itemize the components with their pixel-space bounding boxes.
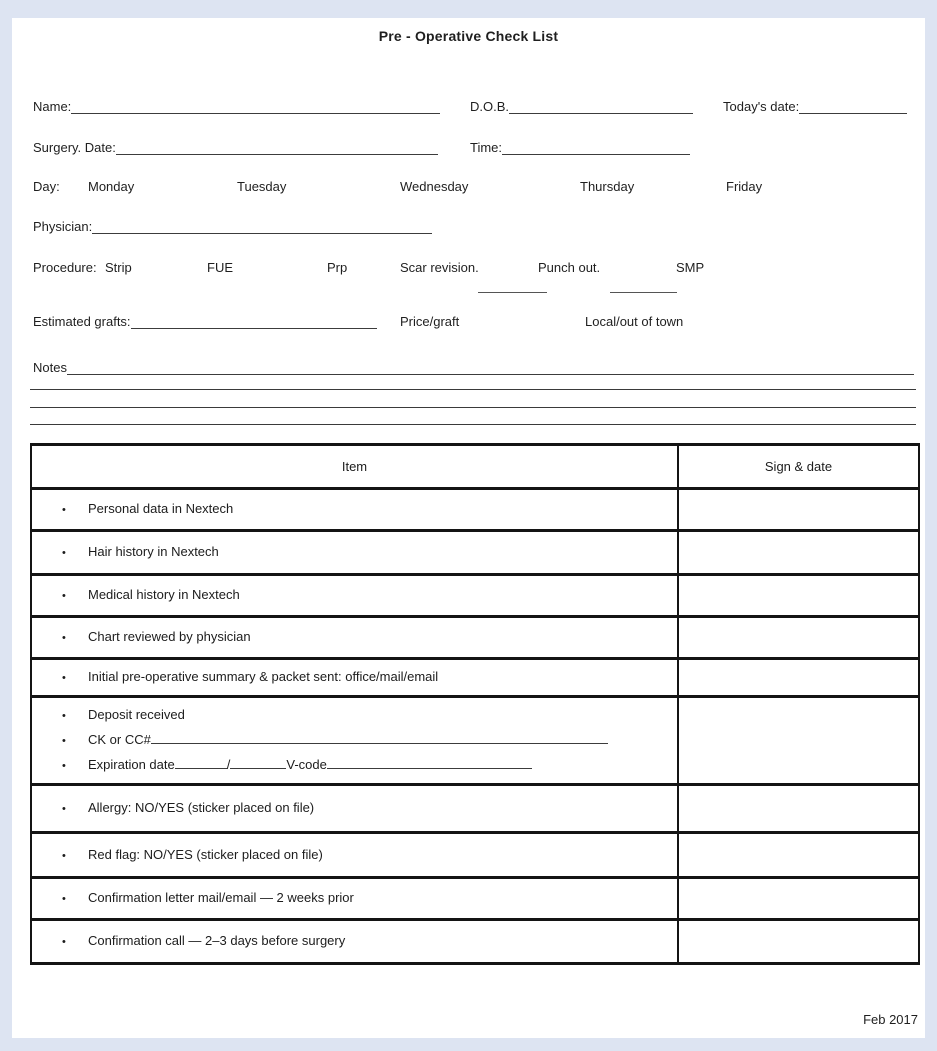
table-row: [31, 833, 919, 878]
item-cell: [31, 920, 678, 964]
name-input-line[interactable]: [71, 100, 440, 114]
bullet-icon: •: [62, 760, 66, 772]
vcode-label: V-code: [286, 757, 327, 772]
vcode-input-line[interactable]: [327, 755, 532, 769]
procedure-option-prp[interactable]: Prp: [327, 260, 348, 275]
checklist-header-row: [31, 445, 919, 489]
day-option-monday[interactable]: Monday: [88, 179, 135, 194]
punch-out-blank-line[interactable]: [610, 292, 677, 293]
time-input-line[interactable]: [502, 141, 690, 155]
price-per-graft-label: Price/graft: [400, 314, 460, 329]
item-cell: [31, 833, 678, 878]
bullet-icon: •: [62, 547, 66, 559]
time-field: [470, 140, 690, 155]
notes-ruled-line-3[interactable]: [30, 424, 916, 425]
table-row: [31, 920, 919, 964]
expiration-slash: /: [226, 757, 231, 772]
table-row: [31, 659, 919, 697]
procedure-option-punch-out[interactable]: Punch out.: [538, 260, 601, 275]
procedure-option-fue[interactable]: FUE: [207, 260, 233, 275]
procedure-label: Procedure:: [33, 260, 97, 275]
page-title: Pre - Operative Check List: [378, 28, 559, 44]
dob-label: D.O.B.: [470, 99, 510, 114]
bullet-icon: •: [62, 735, 66, 747]
bullet-icon: •: [62, 803, 66, 815]
sign-date-cell[interactable]: [678, 878, 919, 920]
item-cell: [31, 489, 678, 531]
physician-field: [33, 219, 432, 234]
dob-input-line[interactable]: [509, 100, 693, 114]
sign-date-cell[interactable]: [678, 659, 919, 697]
table-row-deposit: [31, 697, 919, 785]
surgery-date-input-line[interactable]: [116, 141, 438, 155]
item-column-header: Item: [31, 445, 678, 489]
notes-input-line[interactable]: [67, 361, 914, 375]
day-option-thursday[interactable]: Thursday: [580, 179, 635, 194]
procedure-option-scar-revision[interactable]: Scar revision.: [400, 260, 479, 275]
local-out-of-town-label: Local/out of town: [585, 314, 684, 329]
footer-date: Feb 2017: [863, 1012, 918, 1027]
bullet-icon: •: [62, 504, 66, 516]
table-row: [31, 489, 919, 531]
item-text: Confirmation letter mail/email — 2 weeks prior: [88, 890, 354, 905]
sign-date-cell[interactable]: [678, 697, 919, 785]
sign-date-cell[interactable]: [678, 531, 919, 575]
item-cell: [31, 659, 678, 697]
surgery-date-field: [33, 140, 438, 155]
item-cell: [31, 575, 678, 617]
procedure-option-smp[interactable]: SMP: [676, 260, 705, 275]
item-cell: [31, 785, 678, 833]
day-option-wednesday[interactable]: Wednesday: [400, 179, 469, 194]
item-cell: [31, 697, 678, 785]
estimated-grafts-field: [33, 314, 377, 329]
sign-date-cell[interactable]: [678, 617, 919, 659]
name-field: [33, 99, 440, 114]
sign-date-cell[interactable]: [678, 920, 919, 964]
ck-cc-label: CK or CC#: [88, 732, 151, 747]
item-cell: [31, 531, 678, 575]
day-label: Day:: [33, 179, 60, 194]
sign-date-cell[interactable]: [678, 489, 919, 531]
day-option-tuesday[interactable]: Tuesday: [237, 179, 287, 194]
bullet-icon: •: [62, 710, 66, 722]
item-cell: [31, 878, 678, 920]
todays-date-label: Today's date:: [723, 99, 800, 114]
dob-field: [470, 99, 693, 114]
notes-label: Notes: [33, 360, 67, 375]
todays-date-input-line[interactable]: [799, 100, 907, 114]
item-cell: [31, 617, 678, 659]
bullet-icon: •: [62, 936, 66, 948]
table-row: [31, 878, 919, 920]
table-row: [31, 531, 919, 575]
item-text: Red flag: NO/YES (sticker placed on file): [88, 846, 323, 862]
notes-ruled-line-2[interactable]: [30, 407, 916, 408]
time-label: Time:: [470, 140, 503, 155]
item-text: Allergy: NO/YES (sticker placed on file): [88, 800, 315, 815]
physician-input-line[interactable]: [92, 220, 432, 234]
item-text: Confirmation call — 2–3 days before surgery: [88, 933, 346, 948]
sign-date-cell[interactable]: [678, 785, 919, 833]
item-text: Initial pre-operative summary & packet sent: office/mail/email: [88, 669, 439, 684]
ck-cc-input-line[interactable]: [151, 730, 608, 744]
sign-date-cell[interactable]: [678, 833, 919, 878]
name-label: Name:: [33, 99, 72, 114]
item-text: Chart reviewed by physician: [88, 629, 251, 644]
item-text: Personal data in Nextech: [88, 501, 234, 516]
procedure-option-strip[interactable]: Strip: [105, 260, 132, 275]
estimated-grafts-label: Estimated grafts:: [33, 314, 131, 329]
item-text: Deposit received: [88, 707, 185, 722]
todays-date-field: [723, 99, 907, 114]
item-text: Hair history in Nextech: [88, 544, 219, 559]
expiration-year-line[interactable]: [230, 755, 286, 769]
table-row: [31, 617, 919, 659]
scar-revision-blank-line[interactable]: [478, 292, 547, 293]
table-row: [31, 785, 919, 833]
sign-date-cell[interactable]: [678, 575, 919, 617]
sign-date-column-header: Sign & date: [678, 445, 919, 489]
bullet-icon: •: [62, 590, 66, 602]
bullet-icon: •: [62, 893, 66, 905]
checklist-table: [30, 443, 920, 965]
table-row: [31, 575, 919, 617]
estimated-grafts-input-line[interactable]: [131, 315, 377, 329]
item-text: Medical history in Nextech: [88, 587, 240, 602]
notes-field: [33, 360, 914, 375]
day-option-friday[interactable]: Friday: [726, 179, 763, 194]
notes-ruled-line-1[interactable]: [30, 389, 916, 390]
bullet-icon: •: [62, 849, 66, 862]
surgery-date-label: Surgery. Date:: [33, 140, 116, 155]
bullet-icon: •: [62, 672, 66, 684]
expiration-month-line[interactable]: [175, 755, 227, 769]
expiration-label: Expiration date: [88, 757, 175, 772]
physician-label: Physician:: [33, 219, 93, 234]
bullet-icon: •: [62, 632, 66, 644]
